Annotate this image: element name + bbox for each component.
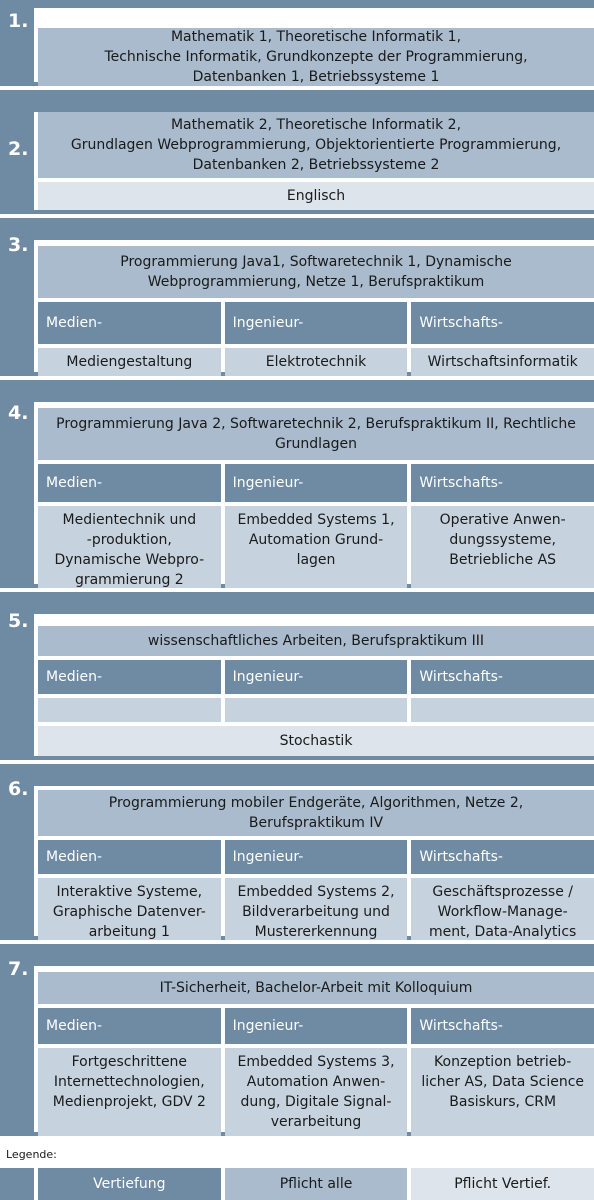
- track-ingenieur: Ingenieur-: [225, 840, 408, 874]
- track-course-medien: Interaktive Systeme, Graphische Datenver- arbeitung 1: [38, 878, 221, 940]
- empty-cell: [411, 698, 594, 722]
- track-course-ingenieur: Embedded Systems 2, Bildverarbeitung und Mustererkennung: [225, 878, 408, 940]
- semester-number: 6.: [8, 778, 29, 800]
- legend: [0, 1168, 594, 1200]
- semester-number: 5.: [8, 610, 29, 632]
- track-headers: [38, 840, 594, 874]
- track-course-wirtschaft: Wirtschaftsinformatik: [411, 348, 594, 376]
- empty-cell: [38, 698, 221, 722]
- semester-content: [34, 240, 594, 372]
- semester-number: 7.: [8, 958, 29, 980]
- track-courses: [38, 348, 594, 376]
- track-headers: [38, 302, 594, 344]
- semester-1: [0, 0, 594, 90]
- semester-content: [34, 614, 594, 756]
- extra-course: Stochastik: [38, 726, 594, 756]
- semester-4: [0, 380, 594, 592]
- common-courses: Programmierung mobiler Endgeräte, Algorithmen, Netze 2, Berufspraktikum IV: [38, 790, 594, 836]
- track-courses: [38, 878, 594, 940]
- track-course-ingenieur: Elektrotechnik: [225, 348, 408, 376]
- extra-course: Englisch: [38, 182, 594, 210]
- track-course-medien: Fortgeschrittene Internettechnologien, Medienprojekt, GDV 2: [38, 1048, 221, 1136]
- semester-2: [0, 90, 594, 218]
- track-course-medien: Mediengestaltung: [38, 348, 221, 376]
- track-ingenieur: Ingenieur-: [225, 302, 408, 344]
- semester-content: [34, 402, 594, 588]
- semester-number: 3.: [8, 234, 29, 256]
- track-wirtschaft: Wirtschafts-: [411, 1008, 594, 1044]
- legend-vertiefung: Vertiefung: [38, 1168, 221, 1200]
- legend-strip: [0, 1168, 34, 1200]
- track-course-ingenieur: Embedded Systems 1, Automation Grund- lagen: [225, 506, 408, 588]
- track-courses: [38, 1048, 594, 1136]
- empty-cell: [225, 698, 408, 722]
- track-course-wirtschaft: Konzeption betrieb- licher AS, Data Science Basiskurs, CRM: [411, 1048, 594, 1136]
- track-courses: [38, 506, 594, 588]
- track-course-medien: Medientechnik und -produktion, Dynamische Webpro- grammierung 2: [38, 506, 221, 588]
- track-ingenieur: Ingenieur-: [225, 660, 408, 694]
- semester-content: [34, 786, 594, 940]
- legend-pflicht-alle: Pflicht alle: [225, 1168, 408, 1200]
- track-medien: Medien-: [38, 1008, 221, 1044]
- track-medien: Medien-: [38, 840, 221, 874]
- track-headers: [38, 660, 594, 694]
- track-headers: [38, 1008, 594, 1044]
- track-wirtschaft: Wirtschafts-: [411, 464, 594, 502]
- track-headers: [38, 464, 594, 502]
- legend-label: Legende:: [6, 1148, 57, 1161]
- common-courses: wissenschaftliches Arbeiten, Berufspraktikum III: [38, 626, 594, 656]
- semester-6: [0, 764, 594, 944]
- track-medien: Medien-: [38, 464, 221, 502]
- semester-content: [34, 112, 594, 210]
- semester-number: 1.: [8, 10, 29, 32]
- common-courses: Programmierung Java1, Softwaretechnik 1, Dynamische Webprogrammierung, Netze 1, Berufspraktikum: [38, 246, 594, 298]
- common-courses: Mathematik 1, Theoretische Informatik 1, Technische Informatik, Grundkonzepte der Programmierung, Datenbanken 1, Betriebssysteme 1: [38, 28, 594, 86]
- semester-3: [0, 218, 594, 380]
- track-medien: Medien-: [38, 660, 221, 694]
- track-wirtschaft: Wirtschafts-: [411, 660, 594, 694]
- track-wirtschaft: Wirtschafts-: [411, 302, 594, 344]
- semester-number: 2.: [8, 138, 29, 160]
- legend-pflicht-vertiefung: Pflicht Vertief.: [411, 1168, 594, 1200]
- common-courses: IT-Sicherheit, Bachelor-Arbeit mit Kolloquium: [38, 972, 594, 1004]
- semester-7: [0, 944, 594, 1140]
- common-courses: Programmierung Java 2, Softwaretechnik 2, Berufspraktikum II, Rechtliche Grundlagen: [38, 408, 594, 460]
- semester-5: [0, 592, 594, 764]
- common-courses: Mathematik 2, Theoretische Informatik 2, Grundlagen Webprogrammierung, Objektorientierte Programmierung, Datenbanken 2, Betriebssysteme 2: [38, 112, 594, 178]
- track-course-wirtschaft: Operative Anwen- dungssysteme, Betriebliche AS: [411, 506, 594, 588]
- semester-number: 4.: [8, 402, 29, 424]
- track-ingenieur: Ingenieur-: [225, 464, 408, 502]
- track-ingenieur: Ingenieur-: [225, 1008, 408, 1044]
- track-course-wirtschaft: Geschäftsprozesse / Workflow-Manage- ment, Data-Analytics: [411, 878, 594, 940]
- track-wirtschaft: Wirtschafts-: [411, 840, 594, 874]
- semester-content: [34, 966, 594, 1132]
- track-courses-empty: [38, 698, 594, 722]
- track-course-ingenieur: Embedded Systems 3, Automation Anwen- dung, Digitale Signal- verarbeitung: [225, 1048, 408, 1136]
- semester-content: [34, 8, 594, 85]
- track-medien: Medien-: [38, 302, 221, 344]
